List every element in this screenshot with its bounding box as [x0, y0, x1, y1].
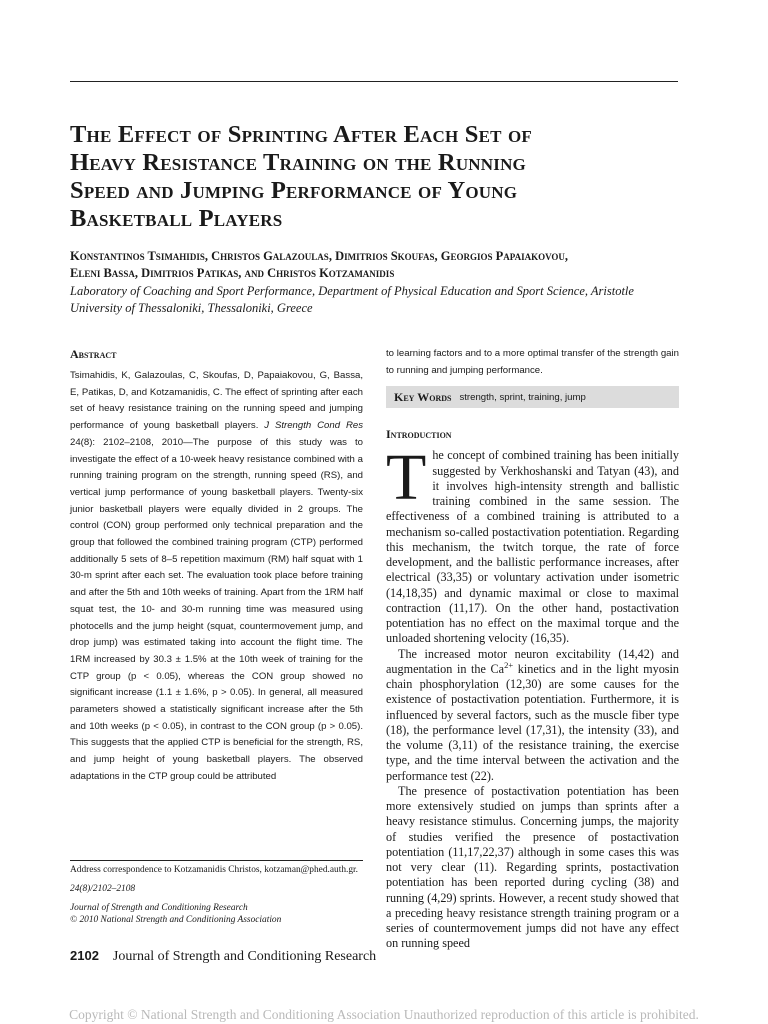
- right-column: [386, 346, 679, 952]
- left-column: [70, 346, 363, 786]
- page-number: 2102: [70, 948, 99, 963]
- footnote: [70, 864, 363, 927]
- journal-note: [70, 902, 363, 915]
- page-footer: [70, 948, 376, 965]
- author-list: [70, 248, 690, 281]
- abstract-heading: Abstract: [70, 347, 117, 361]
- authors-line: Konstantinos Tsimahidis, Christos Galazoulas, Dimitrios Skoufas, Georgios Papaiakovou,: [70, 249, 569, 263]
- title-line: Heavy Resistance Training on the Running: [70, 149, 526, 176]
- drop-cap: T: [386, 441, 427, 515]
- intro-paragraph-1: [386, 441, 679, 646]
- abstract-continuation: to learning factors and to a more optimal transfer of the strength gain to running and jumping performance.: [386, 348, 679, 376]
- authors-line: Eleni Bassa, Dimitrios Patikas, and Christos Kotzamanidis: [70, 265, 395, 280]
- intro-paragraph-2-rest: kinetics and in the light myosin chain phosphorylation (12,30) are some causes for the existence of postactivation potentiation. Furthermore, it is influenced by several factors, such as the muscle fiber type (18), the performance level (17,31), the intensity (33), and the volume (3,11) of the resistance training, the exercise type, and the time interval between the activation and the performance test (22).: [386, 661, 680, 783]
- introduction-heading: Introduction: [386, 427, 452, 442]
- keywords-box: [386, 386, 679, 408]
- title-line: Speed and Jumping Performance of Young: [70, 177, 518, 204]
- intro-paragraph-2-text: The increased motor neuron excitability (14,42) and augmentation in the Ca: [386, 646, 679, 676]
- intro-paragraph-2: [386, 647, 679, 784]
- title-line: Basketball Players: [70, 205, 283, 232]
- intro-paragraph-1-text: he concept of combined training has been initially suggested by Verkhoshanski and Tatyan (43), and it involves high-intensity strength and ballistic training combined in the same session. The effectiveness of a combined training is attributed to a mechanism so-called postactivation potentiation. Regarding this mechanism, the twitch torque, the rate of force development, and the ballistic performance increases, after electrical (33,35) or voluntary activation under isometric (14,18,35) and dynamic maximal or close to maximal contraction (11,17). On the other hand, postactivation potentiation has no effect on the maximal torque and the unloaded shortening velocity (16,35).: [386, 448, 679, 646]
- journal-text: Journal of Strength and Conditioning Research: [70, 902, 248, 913]
- abstract-journal-ref: J Strength Cond Res: [264, 420, 364, 432]
- top-rule: [70, 81, 678, 82]
- abstract-body: [70, 368, 363, 786]
- abstract-text-rest: 24(8): 2102–2108, 2010—The purpose of this study was to investigate the effect of a 10-week heavy resistance combined with a running training program on the strength, running speed (RS), and vertical jump performance of young basketball players. Twenty-six junior basketball players were equally divided in 2 groups. The control (CON) group performed only technical preparation and the group that followed the combined training program (CTP) performed additionally 5 sets of 8–5 repetition maximum (RM) half squat with 1 30-m sprint after each set. The evaluation took place before training and after the 5th and 10th weeks of training. Apart from the 1RM half squat test, the 10- and 30-m running time was measured using photocells and the jump height (squat, countermovement jump, and drop jump) was estimated taking into account the flight time. The 1RM increased by 30.3 ± 1.5% at the 10th week of training for the CTP group (p < 0.05), whereas the CON group showed no significant increase (1.1 ± 1.6%, p > 0.05). In general, all measured parameters showed a statistically significant increase after the 5th and 10th weeks (p < 0.05), in contrast to the CON group (p > 0.05). This suggests that the applied CTP is beneficial for the strength, RS, and jump height of young basketball players. The observed adaptations in the CTP group could be attributed: [70, 436, 363, 782]
- affiliation: Laboratory of Coaching and Sport Performance, Department of Physical Education and Sport Science, Aristotle University of Thessaloniki, Thessaloniki, Greece: [70, 284, 634, 315]
- citation-note: [70, 883, 363, 896]
- keywords-text: strength, sprint, training, jump: [459, 391, 586, 403]
- correspondence-note: Address correspondence to Kotzamanidis Christos, kotzaman@phed.auth.gr.: [70, 865, 358, 875]
- copyright-text: © 2010 National Strength and Conditioning Association: [70, 915, 282, 926]
- abstract-text-start: Tsimahidis, K, Galazoulas, C, Skoufas, D, Papaiakovou, G, Bassa, E, Patikas, D, and Kotzamanidis, C. The effect of sprinting after each set of heavy resistance training on the running speed and jumping performance of young basketball players.: [70, 370, 363, 432]
- copyright-watermark: Copyright © National Strength and Conditioning Association Unauthorized reproduction of this article is prohibited.: [69, 1007, 699, 1022]
- article-title: [70, 121, 690, 233]
- copyright-note: [70, 914, 363, 927]
- intro-paragraph-3: The presence of postactivation potentiation has been more extensively studied on jumps than sprints after a heavy resistance stimulus. Concerning jumps, the majority of studies verified the presence of postactivation potentiation (11,17,22,37) although in some cases this was not very clear (11). Regarding sprints, postactivation potentiation has been reported during cycling (38) and running (4,29) sprints. However, a recent study showed that a preceding heavy resistance strength training program or a series of countermovement jumps did not have any effect on running speed: [386, 783, 679, 951]
- journal-footer-name: Journal of Strength and Conditioning Research: [112, 949, 377, 964]
- citation-text: 24(8)/2102–2108: [70, 883, 136, 894]
- keywords-label: Key Words: [394, 389, 452, 404]
- superscript: 2+: [504, 659, 514, 670]
- title-line: The Effect of Sprinting After Each Set of: [70, 121, 532, 148]
- footnote-rule: [70, 860, 363, 861]
